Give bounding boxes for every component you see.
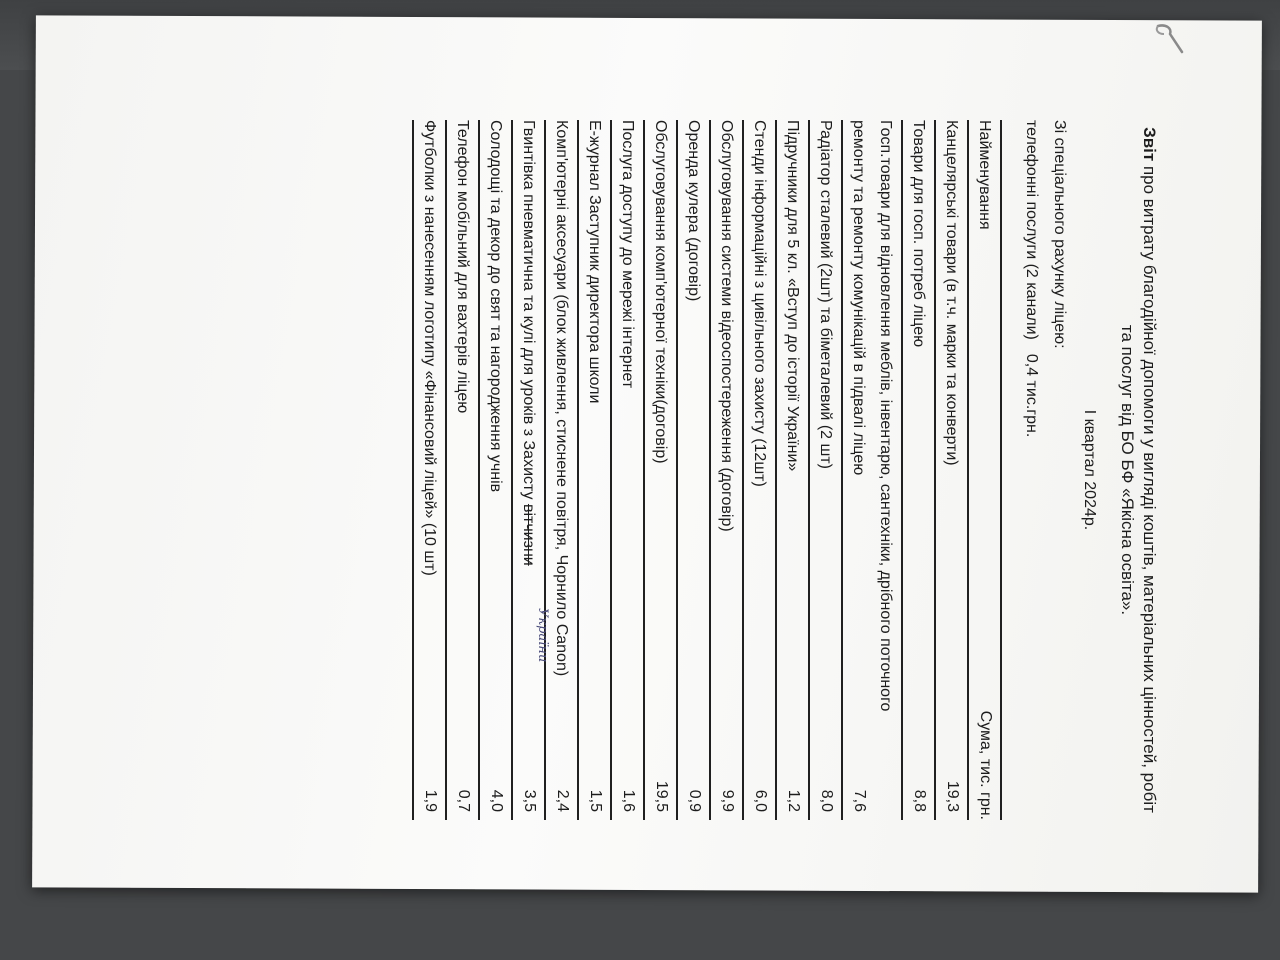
table-row <box>808 120 841 820</box>
row-amount: 19,5 <box>653 780 670 812</box>
row-amount: 8,0 <box>818 789 835 812</box>
intro-line-2-amount: 0,4 тис.грн. <box>1023 353 1040 438</box>
table-row <box>544 120 577 820</box>
handwritten-note: України <box>535 608 550 663</box>
row-amount: 1,6 <box>620 789 637 812</box>
report-title <box>1116 120 1160 820</box>
intro-line-2-label: телефонні послуги (2 канали) <box>1023 120 1040 340</box>
row-name: Канцелярські товари (в т.ч. марки та конверти) <box>943 120 960 466</box>
table-header <box>967 120 1002 820</box>
row-amount: 1,9 <box>422 789 439 812</box>
row-amount: 19,3 <box>944 780 961 812</box>
row-amount: 9,9 <box>719 789 736 812</box>
row-name: Послуга доступу до мережі інтернет <box>619 120 636 389</box>
row-amount: 0,9 <box>686 789 703 812</box>
row-name: Телефон мобільний для вахтерів ліцею <box>454 120 471 414</box>
title-text: про витрату благодійної допомоги у вигляді коштів, матеріальних цінностей, робіт та послуг від БО БФ «Якісна освіта». <box>1118 161 1159 813</box>
row-name: Футболки з нанесенням логотипу «Фінансовий ліцей» (10 шт) <box>421 120 438 576</box>
row-name: Обслуговування системи відеоспостереження (договір) <box>718 120 735 532</box>
expense-table <box>412 120 1002 820</box>
header-amount: Сума, тис. грн. <box>977 710 994 820</box>
row-name: Обслуговування комп'ютерної техніки(договір) <box>652 120 669 464</box>
title-bold: Звіт <box>1140 127 1159 162</box>
row-name: Е-журнал Заступник директора школи <box>586 120 603 404</box>
row-name: Оренда кулера (договір) <box>685 120 702 302</box>
table-row <box>709 120 742 820</box>
header-name: Найменування <box>976 120 993 230</box>
intro-line-2 <box>1022 120 1040 437</box>
table-row <box>577 120 610 820</box>
row-name: Стенди інформаційні з цивільного захисту (12шт) <box>751 120 768 487</box>
row-name: Госп.товари для відновлення меблів, інвентарю, сантехніки, дрібного поточного ремонту та ремонту комунікацій в підвалі ліцею <box>850 120 894 712</box>
row-amount: 1,5 <box>587 789 604 812</box>
table-row <box>841 120 901 820</box>
report-period: І квартал 2024р. <box>1081 409 1098 531</box>
row-amount: 7,6 <box>851 789 868 812</box>
row-name-struck: вітчизни <box>520 503 537 566</box>
row-amount: 2,4 <box>554 789 571 812</box>
row-amount: 3,5 <box>521 789 538 812</box>
row-name: Солодощі та декор до свят та нагородження учнів <box>487 120 504 493</box>
row-name: Товари для госп. потреб ліцею <box>910 120 927 348</box>
row-amount: 1,2 <box>785 789 802 812</box>
table-row <box>478 120 511 820</box>
rotated-document-content <box>140 0 1180 880</box>
row-amount: 0,7 <box>455 789 472 812</box>
table-row <box>775 120 808 820</box>
row-amount: 8,8 <box>911 789 928 812</box>
row-name: Радіатор сталевий (2шт) та біметалевий (2 шт) <box>817 120 834 469</box>
table-row <box>934 120 967 820</box>
table-row <box>445 120 478 820</box>
row-name-text: Гвинтівка пневматична та кулі для уроків з Захисту <box>520 120 537 504</box>
table-row <box>742 120 775 820</box>
table-row <box>901 120 934 820</box>
row-name: Підручники для 5 кл. «Вступ до історії України» <box>784 120 801 472</box>
table-row <box>511 120 550 820</box>
row-amount: 4,0 <box>488 789 505 812</box>
table-row <box>412 120 445 820</box>
table-row <box>676 120 709 820</box>
table-row <box>643 120 676 820</box>
row-name: Комп'ютерні аксесуари (блок живлення, стиснене повітря, Чорнило Canon) <box>553 120 570 677</box>
table-row <box>610 120 643 820</box>
intro-line-1: Зі спеціального рахунку ліцею: <box>1051 120 1068 349</box>
row-amount: 6,0 <box>752 789 769 812</box>
